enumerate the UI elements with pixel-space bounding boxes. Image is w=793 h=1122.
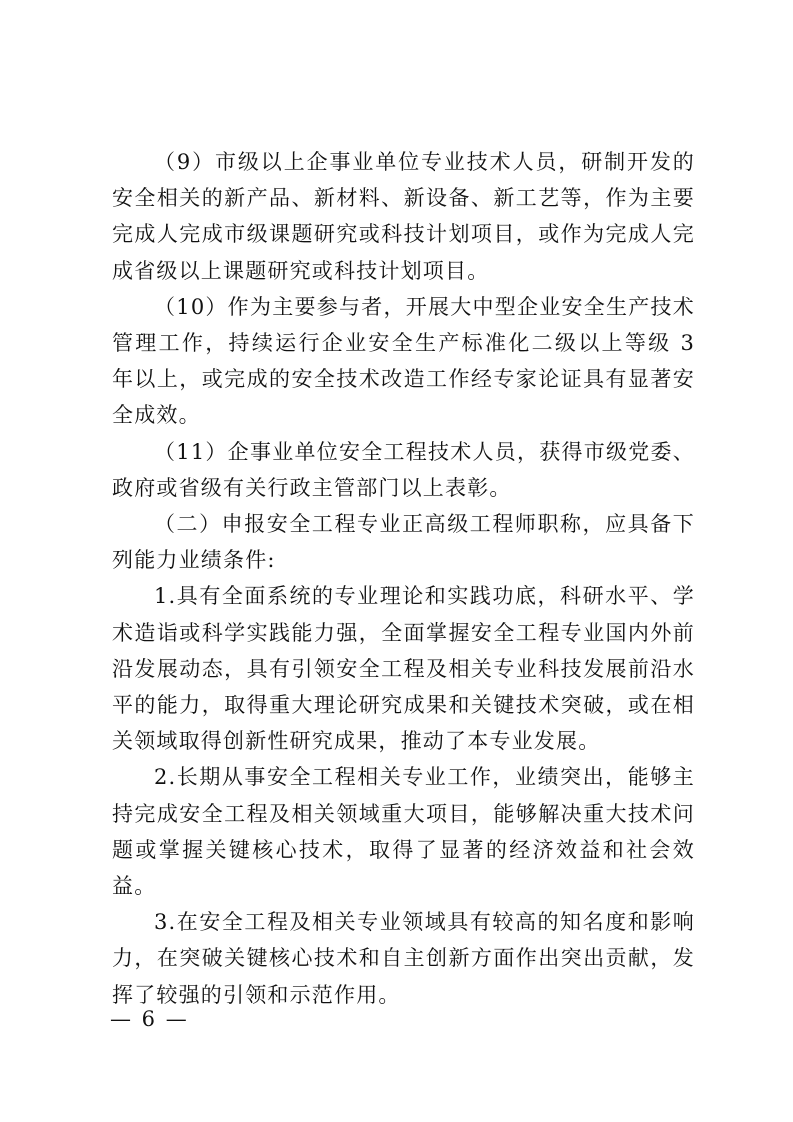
paragraph-section-2-heading: （二）申报安全工程专业正高级工程师职称，应具备下列能力业绩条件: xyxy=(112,512,695,573)
paragraph-condition-1: 1.具有全面系统的专业理论和实践功底，科研水平、学术造诣或科学实践能力强，全面掌握安全工程专业国内外前沿发展动态，具有引领安全工程及相关专业科技发展前沿水平的能力，取得重大理论研究成果和关键技术突破，或在相关领域取得创新性研究成果，推动了本专业发展。 xyxy=(112,584,695,754)
paragraph-item-9: （9）市级以上企事业单位专业技术人员，研制开发的安全相关的新产品、新材料、新设备、新工艺等，作为主要完成人完成市级课题研究或科技计划项目，或作为完成人完成省级以上课题研究或科技计划项目。 xyxy=(112,150,695,283)
document-body xyxy=(112,144,695,1013)
paragraph-item-10: （10）作为主要参与者，开展大中型企业安全生产技术管理工作，持续运行企业安全生产标准化二级以上等级 3 年以上，或完成的安全技术改造工作经专家论证具有显著安全成效。 xyxy=(112,294,695,428)
paragraph-item-11: （11）企事业单位安全工程技术人员，获得市级党委、政府或省级有关行政主管部门以上表彰。 xyxy=(112,439,695,500)
page-number: — 6 — xyxy=(110,1007,189,1031)
paragraph-condition-3: 3.在安全工程及相关专业领域具有较高的知名度和影响力，在突破关键核心技术和自主创新方面作出突出贡献，发挥了较强的引领和示范作用。 xyxy=(112,910,695,1007)
paragraph-condition-2: 2.长期从事安全工程相关专业工作，业绩突出，能够主持完成安全工程及相关领域重大项目，能够解决重大技术问题或掌握关键核心技术，取得了显著的经济效益和社会效益。 xyxy=(112,765,695,899)
